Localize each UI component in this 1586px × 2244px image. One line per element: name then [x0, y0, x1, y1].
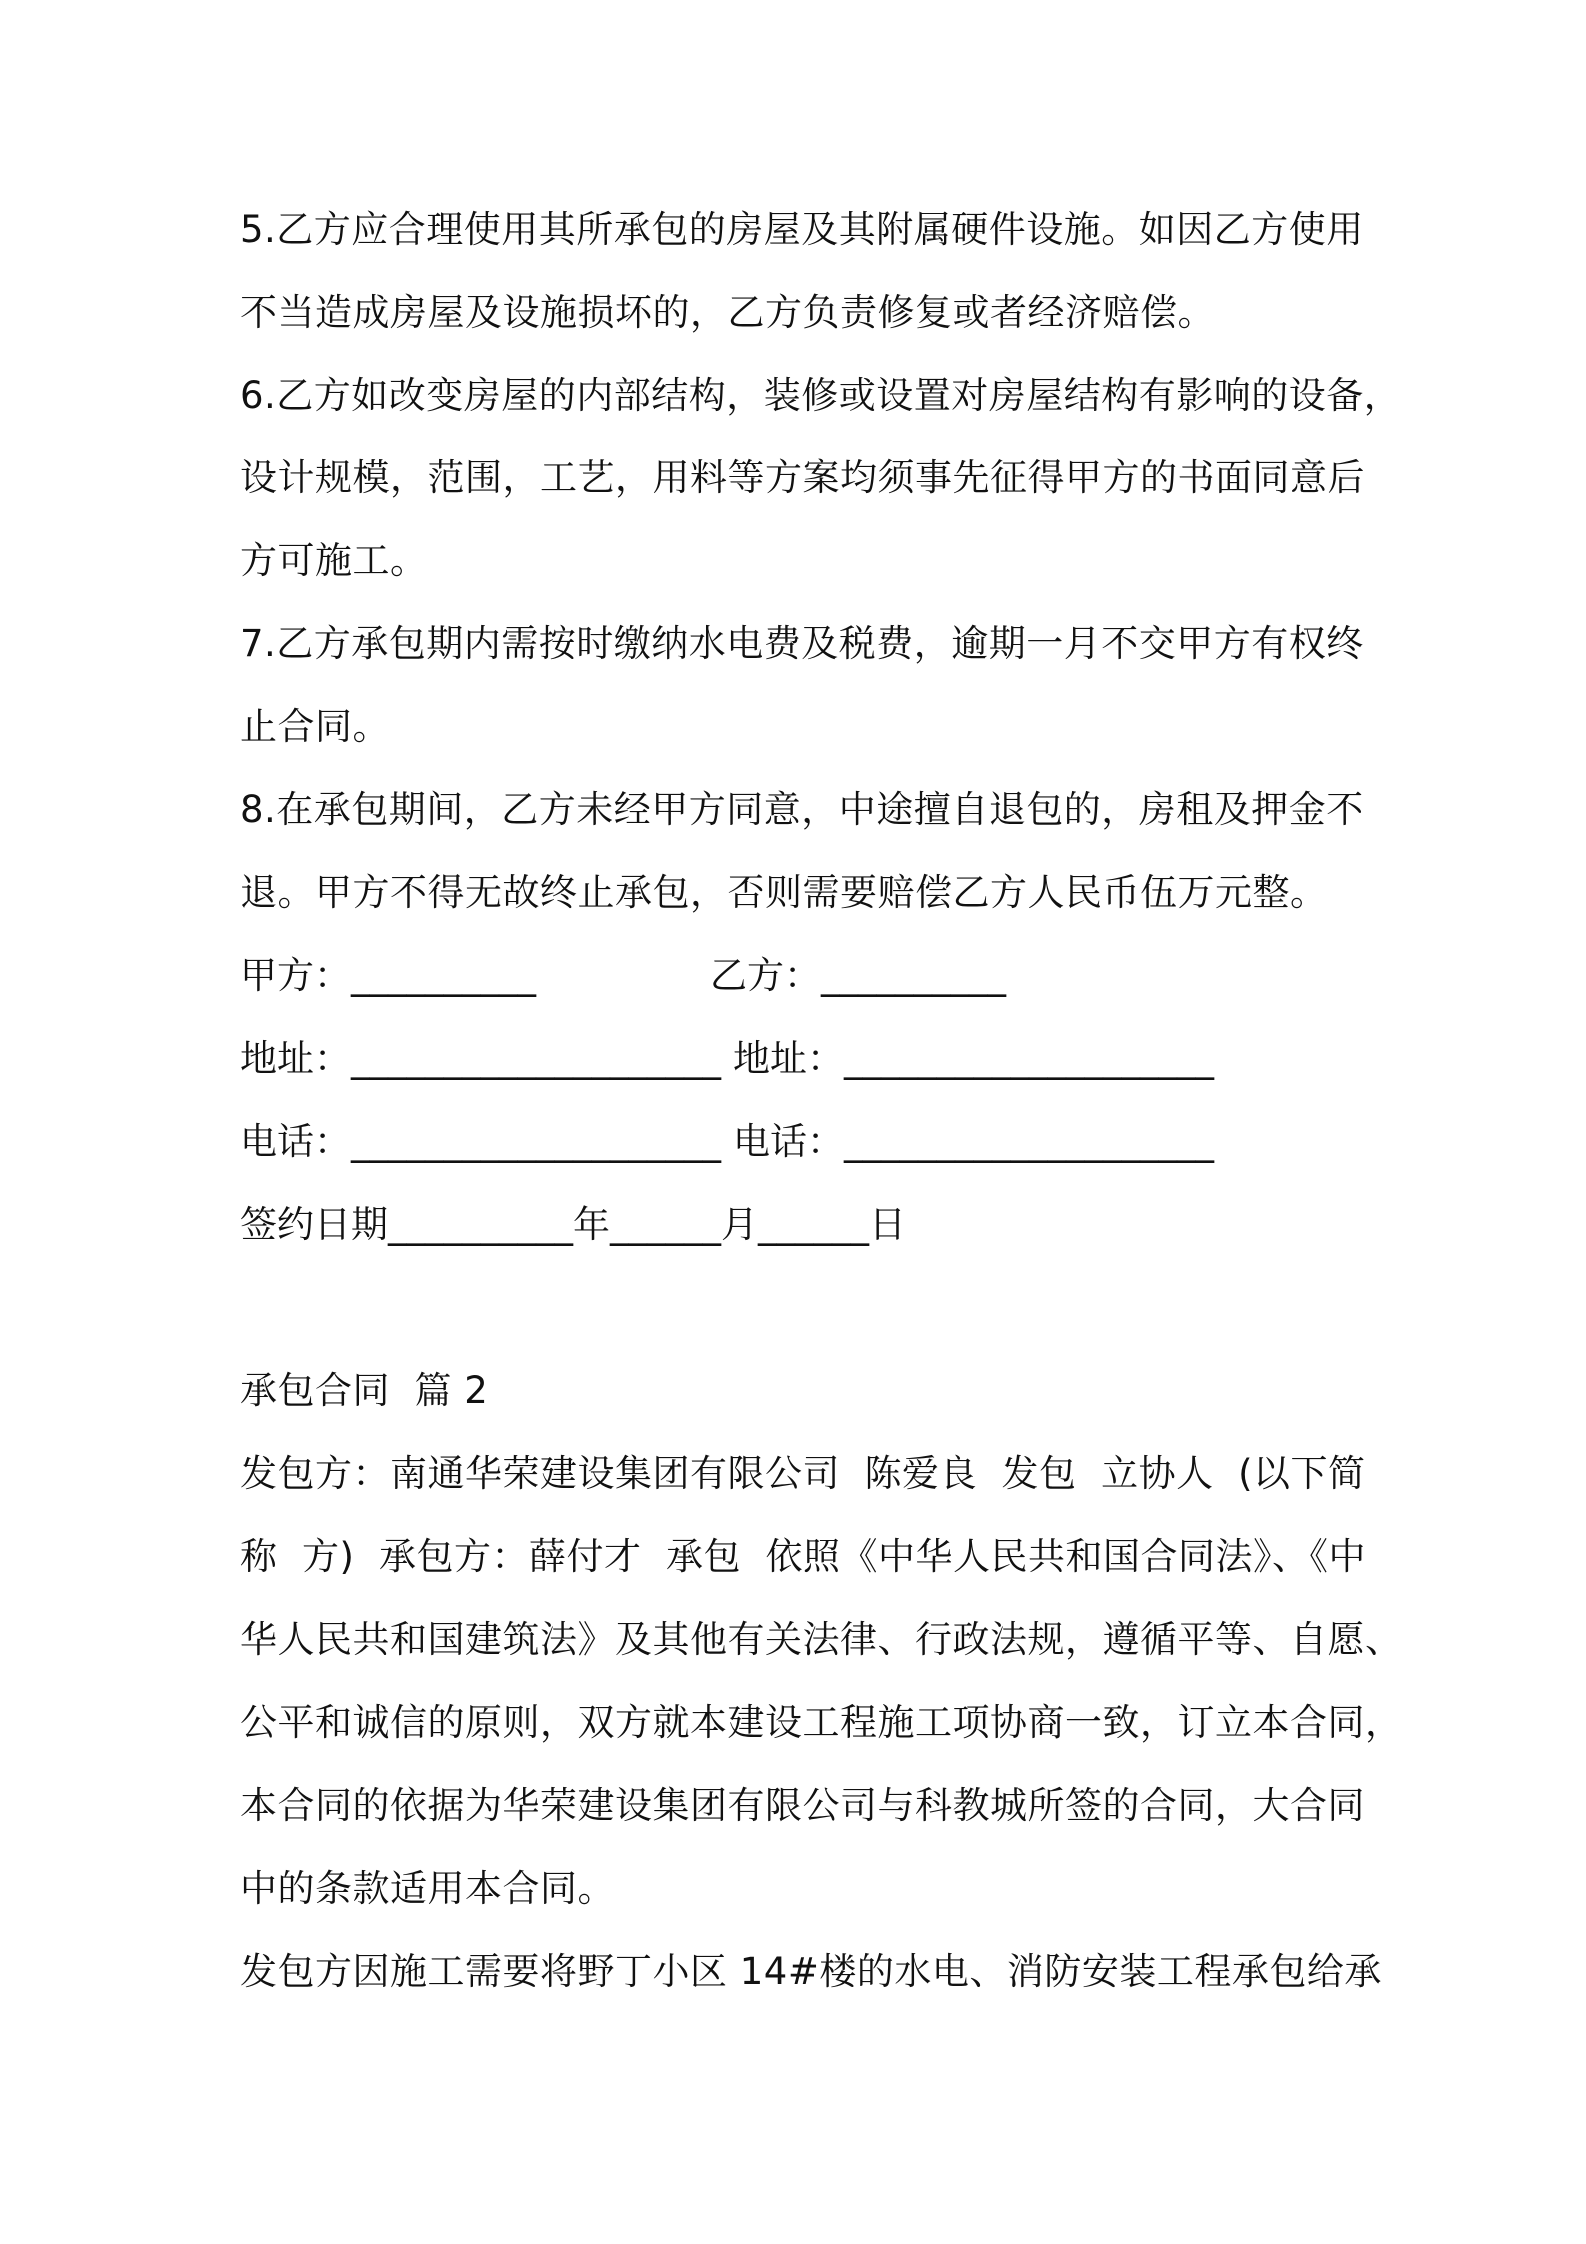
part2-line-6: 中的条款适用本合同。 [240, 1867, 615, 1910]
party-a-phone-field: 电话：____________________ [240, 1120, 721, 1163]
sign-date-field: 签约日期__________年______月______日 [240, 1203, 906, 1246]
party-a-field: 甲方：__________ [240, 954, 536, 997]
part2-line-4: 公平和诚信的原则，双方就本建设工程施工项协商一致，订立本合同， [240, 1701, 1403, 1744]
part2-line-5: 本合同的依据为华荣建设集团有限公司与科教城所签的合同，大合同 [240, 1784, 1365, 1827]
clause-5-line-2: 不当造成房屋及设施损坏的，乙方负责修复或者经济赔偿。 [240, 291, 1215, 334]
clause-5-line-1: 5.乙方应合理使用其所承包的房屋及其附属硬件设施。如因乙方使用 [240, 208, 1364, 251]
clause-7-line-2: 止合同。 [240, 705, 390, 748]
clause-8-line-2: 退。甲方不得无故终止承包，否则需要赔偿乙方人民币伍万元整。 [240, 871, 1328, 914]
party-b-phone-field: 电话：____________________ [733, 1120, 1214, 1163]
party-b-address-field: 地址：____________________ [733, 1037, 1214, 1080]
party-b-field: 乙方：__________ [710, 954, 1006, 997]
clause-6-line-2: 设计规模，范围，工艺，用料等方案均须事先征得甲方的书面同意后 [240, 456, 1365, 499]
party-a-address-field: 地址：____________________ [240, 1037, 721, 1080]
part2-line-2: 称 方) 承包方：薛付才 承包 依照《中华人民共和国合同法》、《中 [240, 1535, 1367, 1578]
section-heading: 承包合同 篇 2 [240, 1369, 489, 1412]
part2-line-7: 发包方因施工需要将野丁小区 14#楼的水电、消防安装工程承包给承 [240, 1950, 1382, 1993]
clause-6-line-1: 6.乙方如改变房屋的内部结构，装修或设置对房屋结构有影响的设备， [240, 374, 1402, 417]
part2-line-1: 发包方：南通华荣建设集团有限公司 陈爱良 发包 立协人 (以下简 [240, 1452, 1366, 1495]
clause-8-line-1: 8.在承包期间，乙方未经甲方同意，中途擅自退包的，房租及押金不 [240, 788, 1364, 831]
part2-line-3: 华人民共和国建筑法》及其他有关法律、行政法规，遵循平等、自愿、 [240, 1618, 1403, 1661]
clause-7-line-1: 7.乙方承包期内需按时缴纳水电费及税费，逾期一月不交甲方有权终 [240, 622, 1364, 665]
clause-6-line-3: 方可施工。 [240, 539, 428, 582]
